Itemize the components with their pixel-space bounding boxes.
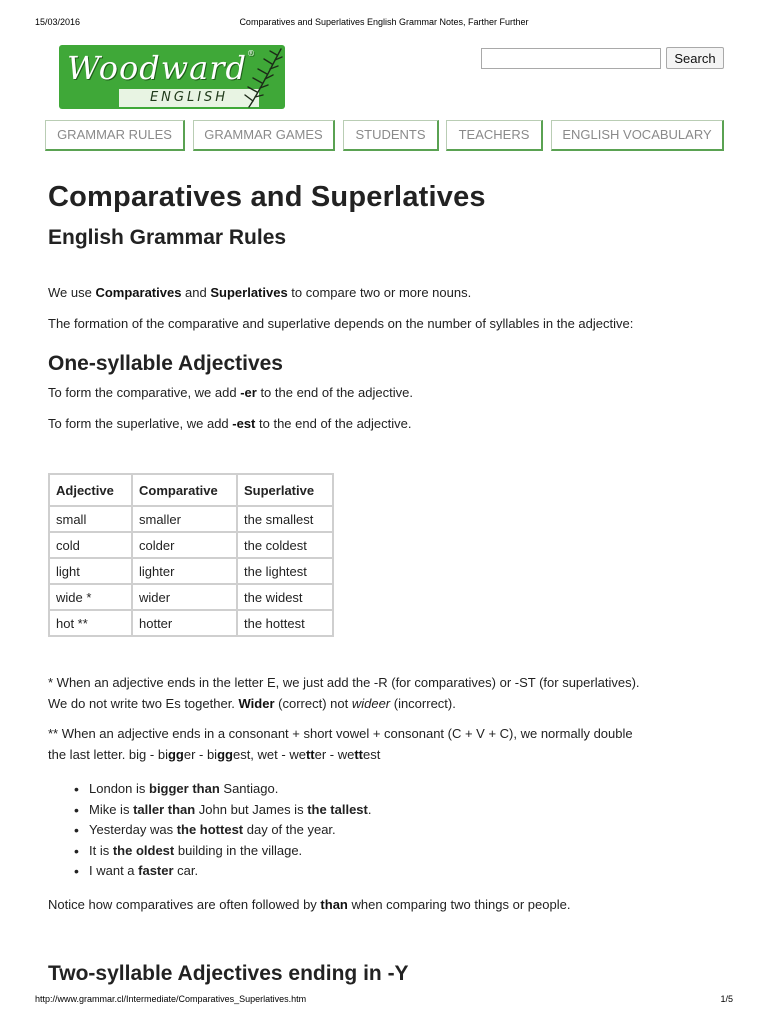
logo-wordmark: Woodward® [67,49,256,87]
print-date: 15/03/2016 [35,17,81,27]
table-cell: the lightest [237,558,333,584]
woodward-english-logo[interactable] [59,45,285,109]
table-cell: hot ** [49,610,132,636]
table-row [49,584,333,610]
intro-paragraph-1: We use Comparatives and Superlatives to compare two or more nouns. [48,285,472,300]
intro-paragraph-2: The formation of the comparative and superlative depends on the number of syllables in the adjective: [48,316,634,331]
logo-subtext: ENGLISH [149,90,229,105]
list-item: • London is bigger than Santiago. [48,779,372,800]
list-item: • It is the oldest building in the village. [48,841,372,862]
print-header [35,17,733,31]
search-button[interactable]: Search [666,47,724,69]
nav-english-vocabulary[interactable]: ENGLISH VOCABULARY [551,120,724,151]
table-cell: small [49,506,132,532]
section-heading-one-syllable: One-syllable Adjectives [48,352,283,375]
section-heading-two-syllable: Two-syllable Adjectives ending in -Y [48,962,409,985]
page-title: Comparatives and Superlatives [48,181,486,213]
table-cell: light [49,558,132,584]
table-header-adjective: Adjective [49,474,132,506]
examples-list [48,779,372,882]
table-row [49,532,333,558]
page-subtitle: English Grammar Rules [48,226,287,249]
table-header-superlative: Superlative [237,474,333,506]
nav-students[interactable]: STUDENTS [343,120,439,151]
table-cell: the smallest [237,506,333,532]
table-header-row [49,474,333,506]
search-input[interactable] [481,48,661,69]
fern-icon [239,45,285,109]
nav-teachers[interactable]: TEACHERS [446,120,543,151]
list-item: • Mike is taller than John but James is the tallest. [48,800,372,821]
print-url: http://www.grammar.cl/Intermediate/Comparatives_Superlatives.htm [35,994,307,1004]
rule-comparative: To form the comparative, we add -er to the end of the adjective. [48,385,413,400]
table-cell: lighter [132,558,237,584]
rule-superlative: To form the superlative, we add -est to the end of the adjective. [48,416,412,431]
table-cell: the hottest [237,610,333,636]
nav-grammar-rules[interactable]: GRAMMAR RULES [45,120,185,151]
table-row [49,558,333,584]
list-item: • Yesterday was the hottest day of the year. [48,820,372,841]
adjectives-table [48,473,334,637]
table-cell: hotter [132,610,237,636]
note-1-line-2: We do not write two Es together. Wider (correct) not wideer (incorrect). [48,696,456,711]
table-cell: wide * [49,584,132,610]
table-cell: colder [132,532,237,558]
print-doc-title: Comparatives and Superlatives English Grammar Notes, Farther Further [239,17,529,27]
table-row [49,506,333,532]
note-2-line-2: the last letter. big - bigger - biggest, wet - wetter - wettest [48,747,381,762]
notice-paragraph: Notice how comparatives are often followed by than when comparing two things or people. [48,897,571,912]
note-1-line-1: * When an adjective ends in the letter E, we just add the -R (for comparatives) or -ST (for superlatives). [48,675,640,690]
table-row [49,610,333,636]
table-cell: smaller [132,506,237,532]
note-2-line-1: ** When an adjective ends in a consonant + short vowel + consonant (C + V + C), we normally double [48,726,633,741]
table-cell: wider [132,584,237,610]
table-cell: the coldest [237,532,333,558]
list-item: • I want a faster car. [48,861,372,882]
print-page-number: 1/5 [720,994,733,1004]
table-cell: the widest [237,584,333,610]
table-cell: cold [49,532,132,558]
table-header-comparative: Comparative [132,474,237,506]
nav-grammar-games[interactable]: GRAMMAR GAMES [193,120,335,151]
